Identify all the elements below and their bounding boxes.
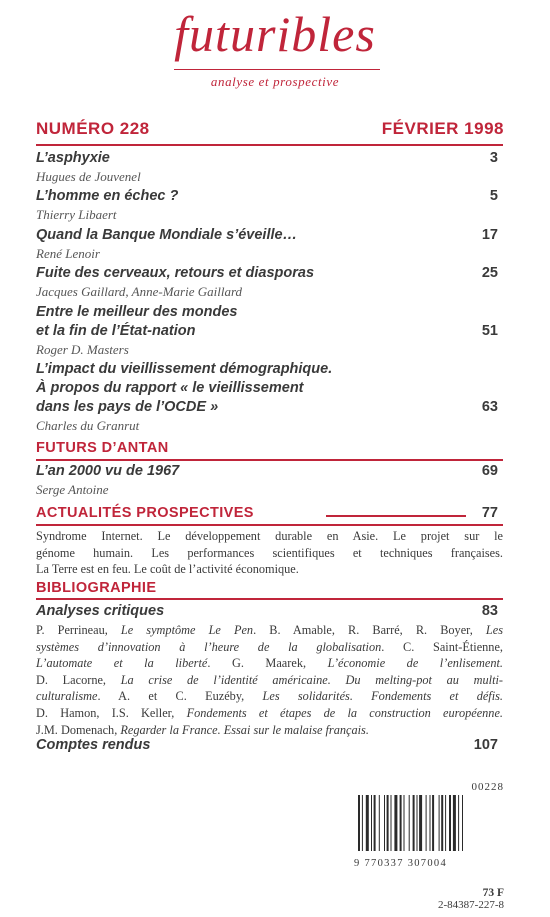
actualites-summary: Syndrome Internet. Le développement durable en Asie. Le projet sur le génome humain. Les performances scientifiques et techniques françaises. La Terre est en feu. Le coût de l’activité économique. [36,529,503,577]
article-author: Jacques Gaillard, Anne-Marie Gaillard [36,284,243,299]
barcode-digits: 9 770337 307004 [354,858,447,869]
issue-header [36,119,504,141]
article-page: 51 [481,323,498,339]
barcode-issue-number: 00228 [471,781,504,793]
article-title: et la fin de l’État-nation [36,323,196,339]
isbn: 2-84387-227-8 [438,899,504,911]
bibliography-line: D. Hamon, I.S. Keller, Fondements et étapes de la construction européenne. [36,705,503,720]
article-author: Serge Antoine [36,482,109,497]
article-title: dans les pays de l’OCDE » [36,399,219,415]
article-author: Roger D. Masters [36,342,129,357]
section-rule [36,598,503,600]
subsection-title: Comptes rendus [36,737,151,753]
bibliography-line: D. Lacorne, La crise de l’identité américaine. Du melting-pot au multi- [36,672,503,687]
section-heading-bibliographie: BIBLIOGRAPHIE [36,580,157,596]
article-title: Quand la Banque Mondiale s’éveille… [36,227,298,243]
bibliography-line: systèmes d’innovation à l’heure de la globalisation. C. Saint-Étienne, [36,639,503,654]
masthead-rule [174,69,380,70]
section-rule [36,459,503,461]
price: 73 F [482,887,504,899]
barcode-block [354,781,504,911]
article-title: Entre le meilleur des mondes [36,304,238,320]
article-page: 5 [489,188,498,204]
issue-date: FÉVRIER 1998 [381,119,504,138]
article-title: L’impact du vieillissement démographique. [36,361,333,377]
article-page: 17 [481,227,498,243]
bibliography-line: L’automate et la liberté. G. Maarek, L’économie de l’enlisement. [36,656,503,671]
article-author: Charles du Granrut [36,418,140,433]
subsection-page: 107 [473,737,498,753]
issue-rule [36,144,503,146]
magazine-tagline: analyse et prospective [210,74,340,89]
bibliography-line: culturalisme. A. et C. Euzéby, Les solidarités. Fondements et défis. [36,689,503,704]
subsection-page: 83 [481,603,498,619]
article-title: L’asphyxie [36,150,110,166]
magazine-title: futuribles [174,6,376,62]
article-title: À propos du rapport « le vieillissement [36,380,304,396]
section-heading-futurs: FUTURS D’ANTAN [36,440,169,456]
section-page: 77 [481,505,498,521]
article-title: Fuite des cerveaux, retours et diasporas [36,265,315,281]
article-page: 69 [481,463,498,479]
issue-number: NUMÉRO 228 [36,119,150,138]
article-page: 25 [481,265,498,281]
article-author: René Lenoir [36,246,100,261]
section-leader-rule [326,515,466,517]
article-title: L’homme en échec ? [36,188,179,204]
bibliography-list [36,622,503,738]
bibliography-line: P. Perrineau, Le symptôme Le Pen. B. Amable, R. Barré, R. Boyer, Les [36,623,504,637]
article-author: Thierry Libaert [36,207,117,222]
barcode-icon [354,795,504,851]
subsection-title: Analyses critiques [36,603,165,619]
article-page: 63 [481,399,498,415]
article-title: L’an 2000 vu de 1967 [36,463,180,479]
article-page: 3 [489,150,498,166]
section-rule [36,524,503,526]
article-author: Hugues de Jouvenel [36,169,141,184]
section-heading-actualites: ACTUALITÉS PROSPECTIVES [36,505,254,521]
bibliography-line: J.M. Domenach, Regarder la France. Essai sur le malaise français. [36,722,369,737]
